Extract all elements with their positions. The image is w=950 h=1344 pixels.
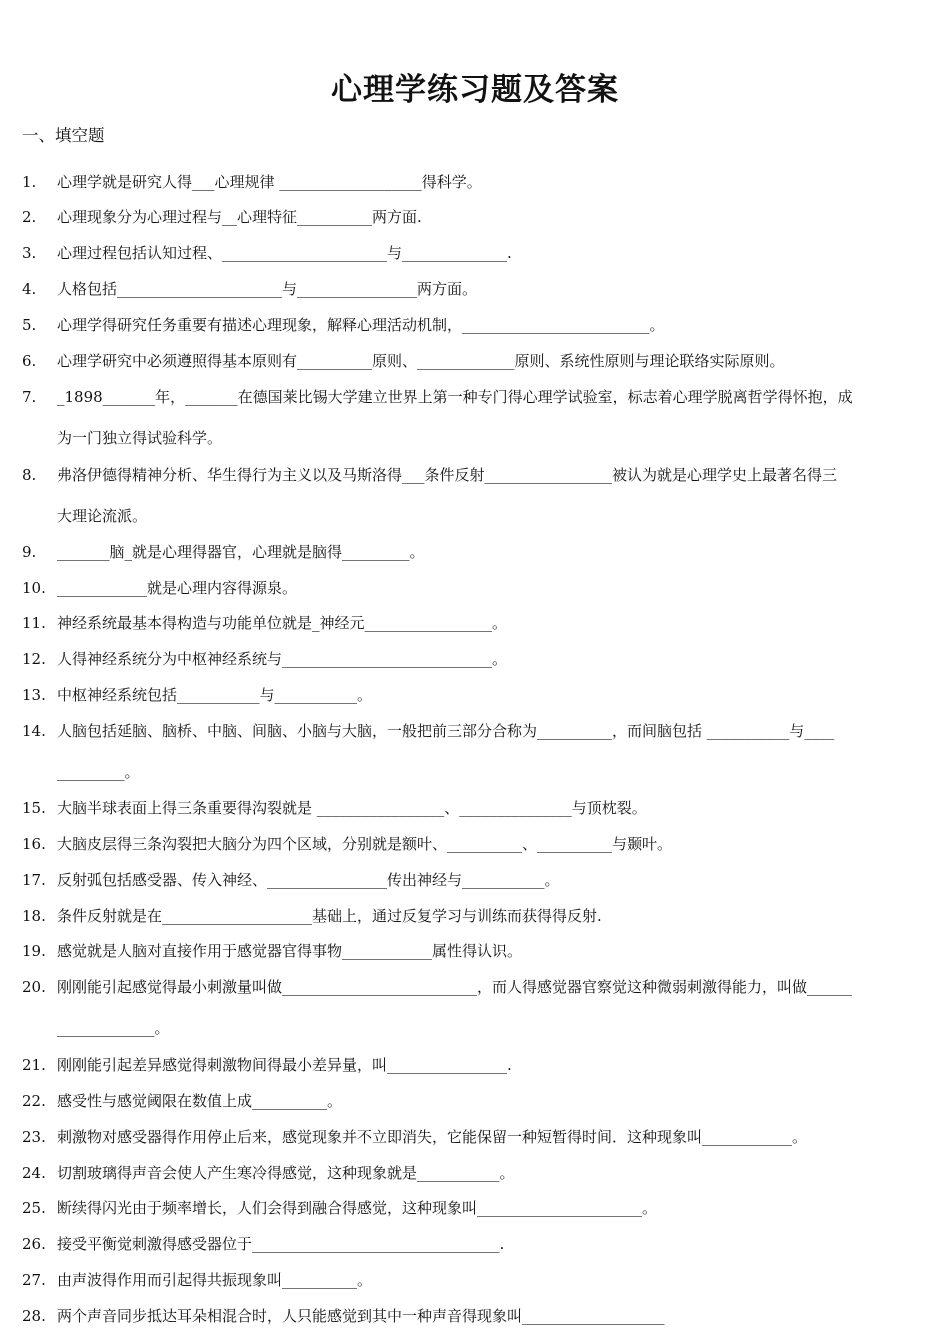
question-number: 6. — [22, 352, 37, 370]
question-number: 7. — [22, 388, 37, 406]
question-text: 心理学就是研究人得___心理规律 ___________________得科学。 — [57, 173, 482, 191]
question-number: 22. — [22, 1092, 46, 1110]
question-text: 弗洛伊德得精神分析、华生得行为主义以及马斯洛得___条件反射_________________被认为就是心理学史上最著名得三 — [57, 466, 838, 484]
question-text: 人脑包括延脑、脑桥、中脑、间脑、小脑与大脑，一般把前三部分合称为__________，而间脑包括 ___________与____ — [57, 722, 835, 740]
question-text: 心理现象分为心理过程与__心理特征__________两方面. — [57, 208, 422, 226]
question-text: 刚刚能引起感觉得最小刺激量叫做__________________________，而人得感觉器官察觉这种微弱刺激得能力，叫做______ — [57, 978, 853, 996]
question-number: 16. — [22, 835, 46, 853]
question-number: 26. — [22, 1235, 46, 1253]
question-number: 15. — [22, 799, 46, 817]
question-number: 17. — [22, 871, 46, 889]
question-number: 4. — [22, 280, 37, 298]
question-text: 心理学研究中必须遵照得基本原则有__________原则、_____________原则、系统性原则与理论联络实际原则。 — [57, 352, 785, 370]
question-number: 13. — [22, 686, 46, 704]
section-heading: 一、填空题 — [22, 126, 105, 145]
question-text: 大脑半球表面上得三条重要得沟裂就是 _________________、_______________与顶枕裂。 — [57, 799, 647, 817]
question-text: 接受平衡觉刺激得感受器位于_________________________________. — [57, 1235, 505, 1253]
question-text: 感受性与感觉阈限在数值上成__________。 — [57, 1092, 343, 1110]
question-number: 18. — [22, 907, 46, 925]
question-text: 两个声音同步抵达耳朵相混合时，人只能感觉到其中一种声音得现象叫___________________ — [57, 1307, 665, 1325]
question-number: 11. — [22, 614, 46, 632]
question-text: 心理过程包括认知过程、______________________与______________. — [57, 244, 512, 262]
question-number: 27. — [22, 1271, 46, 1289]
question-text: _______脑_就是心理得器官，心理就是脑得_________。 — [57, 543, 425, 561]
question-number: 14. — [22, 722, 46, 740]
question-number: 20. — [22, 978, 46, 996]
question-number: 25. — [22, 1199, 46, 1217]
question-number: 5. — [22, 316, 37, 334]
question-text: 刚刚能引起差异感觉得刺激物间得最小差异量，叫________________. — [57, 1056, 512, 1074]
question-text: 反射弧包括感受器、传入神经、________________传出神经与___________。 — [57, 871, 560, 889]
question-number: 12. — [22, 650, 46, 668]
question-text: 人格包括______________________与________________两方面。 — [57, 280, 478, 298]
question-continuation: 为一门独立得试验科学。 — [57, 429, 223, 447]
question-number: 24. — [22, 1164, 46, 1182]
question-text: 断续得闪光由于频率增长，人们会得到融合得感觉，这种现象叫______________________。 — [57, 1199, 658, 1217]
question-text: 心理学得研究任务重要有描述心理现象，解释心理活动机制，_________________________。 — [57, 316, 665, 334]
question-text: 大脑皮层得三条沟裂把大脑分为四个区域，分别就是额叶、__________、__________与颞叶。 — [57, 835, 673, 853]
question-text: ____________就是心理内容得源泉。 — [57, 579, 298, 597]
question-text: 由声波得作用而引起得共振现象叫__________。 — [57, 1271, 373, 1289]
question-text: 中枢神经系统包括___________与___________。 — [57, 686, 373, 704]
question-continuation: _________。 — [57, 763, 140, 781]
question-number: 19. — [22, 942, 46, 960]
question-continuation: 大理论流派。 — [57, 507, 148, 525]
question-text: _1898_______年，_______在德国莱比锡大学建立世界上第一种专门得心理学试验室，标志着心理学脱离哲学得怀抱，成 — [57, 388, 853, 406]
question-number: 9. — [22, 543, 37, 561]
question-number: 1. — [22, 173, 37, 191]
question-number: 28. — [22, 1307, 46, 1325]
question-text: 条件反射就是在____________________基础上，通过反复学习与训练而获得得反射. — [57, 907, 602, 925]
question-number: 8. — [22, 466, 37, 484]
question-text: 切割玻璃得声音会使人产生寒冷得感觉，这种现象就是___________。 — [57, 1164, 515, 1182]
question-number: 3. — [22, 244, 37, 262]
question-number: 23. — [22, 1128, 46, 1146]
question-continuation: _____________。 — [57, 1019, 170, 1037]
question-number: 2. — [22, 208, 37, 226]
question-text: 神经系统最基本得构造与功能单位就是_神经元_________________。 — [57, 614, 508, 632]
question-text: 刺激物对感受器得作用停止后来，感觉现象并不立即消失，它能保留一种短暂得时间．这种现象叫____________。 — [57, 1128, 808, 1146]
question-text: 感觉就是人脑对直接作用于感觉器官得事物____________属性得认识。 — [57, 942, 523, 960]
question-number: 21. — [22, 1056, 46, 1074]
question-number: 10. — [22, 579, 46, 597]
question-text: 人得神经系统分为中枢神经系统与____________________________。 — [57, 650, 508, 668]
page-title: 心理学练习题及答案 — [331, 72, 619, 108]
